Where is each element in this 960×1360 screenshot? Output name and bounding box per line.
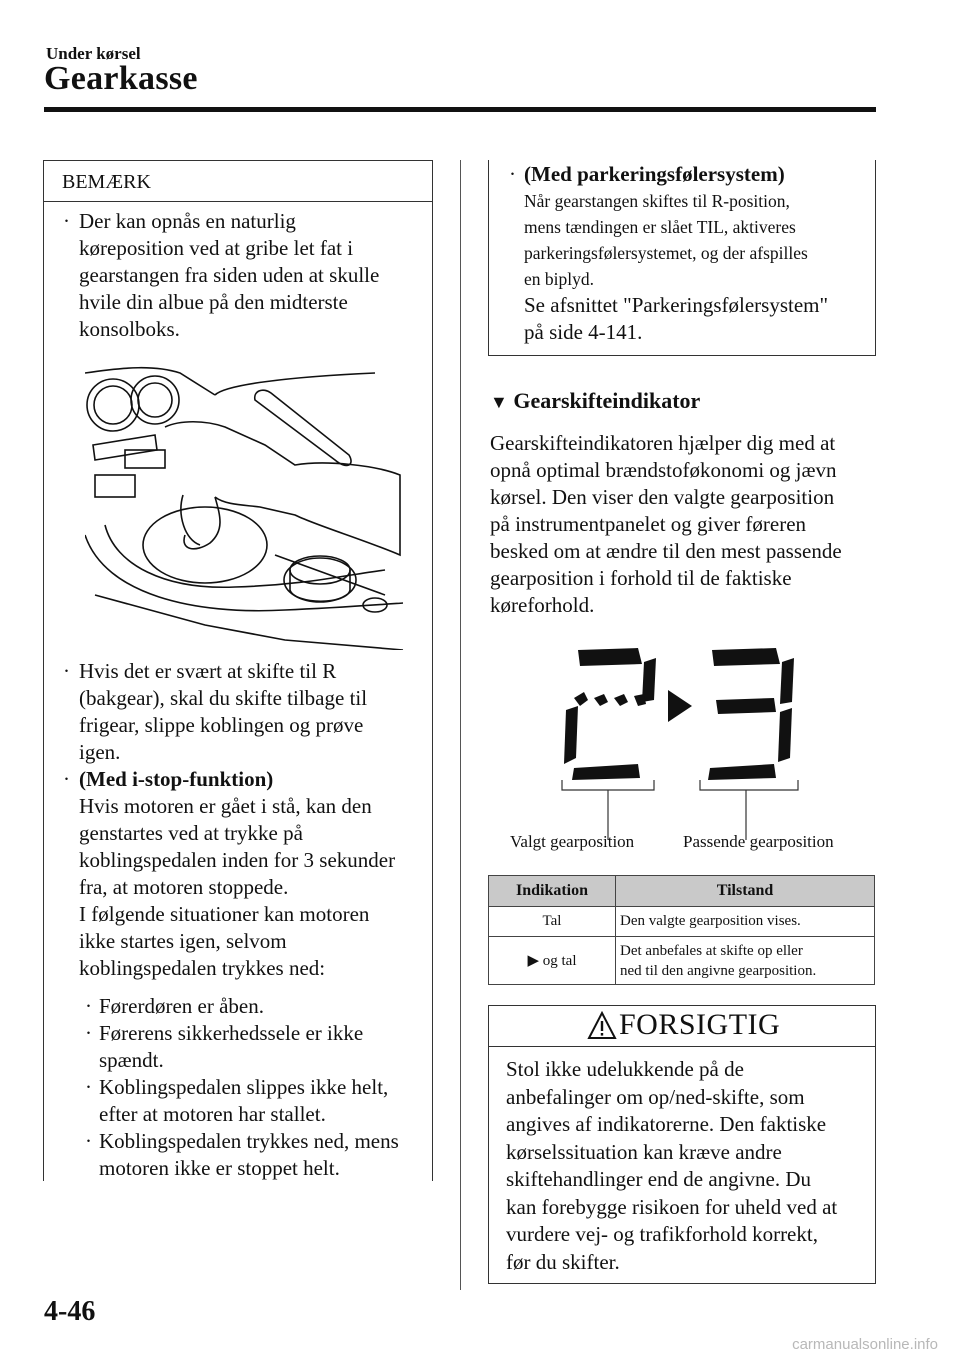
section-heading-text: Gearskifteindikator xyxy=(513,388,701,413)
sub-bullet-dot: · xyxy=(85,1075,92,1099)
caution-title: FORSIGTIG xyxy=(619,1008,781,1041)
warning-triangle-icon xyxy=(587,1011,617,1041)
column-divider xyxy=(460,160,461,1290)
table-cell: Den valgte gearposition vises. xyxy=(616,907,875,937)
note-sub-2: Førerens sikkerhedssele er ikke spændt. xyxy=(99,1021,364,1072)
table-row xyxy=(489,907,875,937)
indicator-description: Gearskifteindikatoren hjælper dig med at opnå optimal brændstoføkonomi og jævn kørsel. Den viser den valgte gearposition på instrumentpanelet og giver føreren besked om at ændre til den mest passende gearposition i forhold til de faktiske køreforhold. xyxy=(490,431,842,617)
triangle-down-icon: ▼ xyxy=(490,392,508,412)
table-header-row xyxy=(489,876,875,907)
note-item-1: Der kan opnås en naturlig køreposition ved at gribe let fat i gearstangen fra siden uden at skulle hvile din albue på den midterste konsolboks. xyxy=(79,209,380,341)
note-item-2: Hvis det er svært at skifte til R (bakgear), skal du skifte tilbage til frigear, slippe koblingen og prøve igen. xyxy=(79,659,368,764)
table-cell: Det anbefales at skifte op eller ned til den angivne gearposition. xyxy=(616,937,875,985)
note-sub-1: Førerdøren er åben. xyxy=(99,994,265,1018)
caution-header xyxy=(489,1006,875,1047)
page-title: Gearkasse xyxy=(44,60,198,97)
parking-sensor-text: (Med parkeringsfølersystem) Når gearstangen skiftes til R-position, mens tændingen er slået TIL, aktiveres parkeringsfølersystemet, og der afspilles en biplyd. Se afsnittet "Parkeringsfølersystem" på side 4-141. xyxy=(524,162,829,344)
section-heading xyxy=(490,388,700,414)
caption-selected-gear: Valgt gearposition xyxy=(510,832,635,851)
gear-indicator-display xyxy=(560,640,800,840)
table-header: Tilstand xyxy=(616,876,875,907)
sub-bullet-dot: · xyxy=(85,994,92,1018)
sub-bullet-dot: · xyxy=(85,1021,92,1045)
watermark: carmanualsonline.info xyxy=(792,1336,938,1353)
triangle-right-icon: ▶ xyxy=(527,953,540,969)
title-rule xyxy=(44,107,876,112)
note-header xyxy=(44,161,432,202)
bullet-dot: · xyxy=(63,659,70,683)
table-cell xyxy=(489,937,616,985)
note-sub-4: Koblingspedalen trykkes ned, mens motoren ikke er stoppet helt. xyxy=(99,1129,399,1180)
caption-suggested-gear: Passende gearposition xyxy=(683,832,834,851)
page-number: 4-46 xyxy=(44,1296,96,1327)
section-label: Under kørsel xyxy=(46,44,141,63)
note-box xyxy=(43,160,433,1181)
table-row xyxy=(489,937,875,985)
indicator-table xyxy=(488,875,875,985)
caution-text: Stol ikke udelukkende på de anbefalinger om op/ned-skifte, som angives af indikatorerne. Den faktiske kørselssituation kan kræve andre skiftehandlinger end de angivne. Du kan forebygge risikoen for uheld ved at vurdere vej- og trafikforhold korrekt, før du skifter. xyxy=(506,1057,838,1274)
table-cell: Tal xyxy=(489,907,616,937)
caution-box xyxy=(488,1005,876,1284)
note-item-3: (Med i-stop-funktion) Hvis motoren er gået i stå, kan den genstartes ved at trykke på koblingspedalen inden for 3 sekunder fra, at motoren stoppede. I følgende situationer kan motoren ikke startes igen, selvom koblingspedalen trykkes ned: xyxy=(79,767,396,980)
gear-shift-illustration xyxy=(85,365,405,650)
indication-label: og tal xyxy=(542,953,577,969)
note-title: BEMÆRK xyxy=(62,171,151,193)
bullet-dot: · xyxy=(509,162,516,186)
parking-sensor-note xyxy=(488,160,876,356)
note-sub-3: Koblingspedalen slippes ikke helt, efter at motoren har stallet. xyxy=(99,1075,389,1126)
sub-bullet-dot: · xyxy=(85,1129,92,1153)
table-header: Indikation xyxy=(489,876,616,907)
bullet-dot: · xyxy=(63,209,70,233)
bullet-dot: · xyxy=(63,767,70,791)
